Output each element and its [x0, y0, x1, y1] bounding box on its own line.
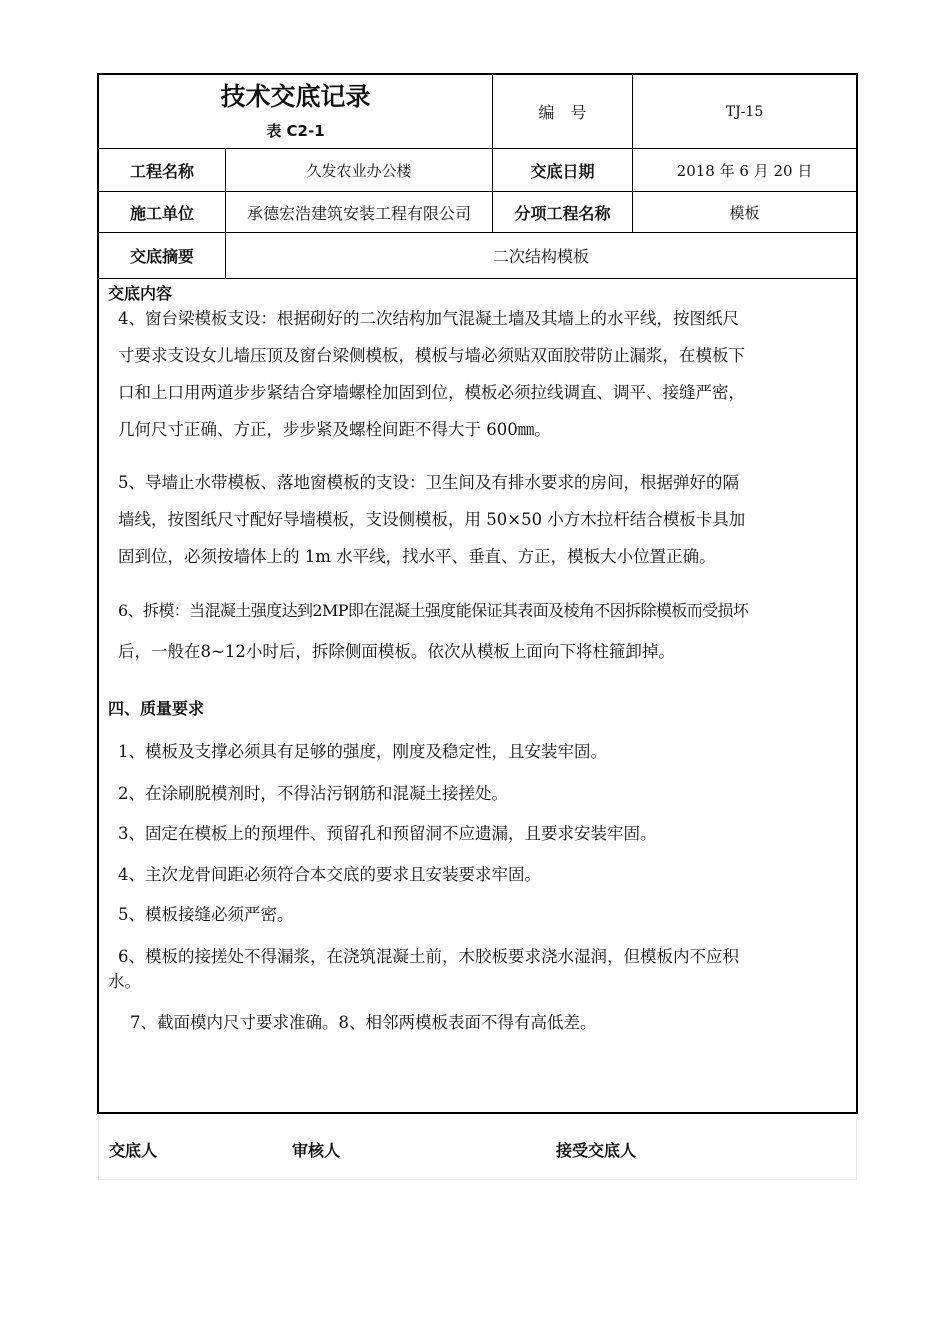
content-line: 6、拆模：当混凝土强度达到2MP即在混凝土强度能保证其表面及棱角不因拆除模板而受损坏 [118, 601, 749, 620]
content-line: 5、导墙止水带模板、落地窗模板的支设：卫生间及有排水要求的房间，根据弹好的隔 [118, 473, 739, 492]
contractor-label: 施工单位 [129, 203, 194, 223]
quality-item: 6、模板的接搓处不得漏浆，在浇筑混凝土前，木胶板要求浇水湿润，但模板内不应积 [118, 947, 739, 966]
content-line: 口和上口用两道步步紧结合穿墙螺栓加固到位，模板必须拉线调直、调平、接缝严密， [118, 383, 745, 402]
table-rule [97, 278, 858, 279]
quality-item: 3、固定在模板上的预埋件、预留孔和预留洞不应遗漏，且要求安装牢固。 [118, 824, 657, 843]
quality-item: 4、主次龙骨间距必须符合本交底的要求且安装要求牢固。 [118, 865, 541, 884]
signature-row [98, 1114, 857, 1180]
contractor-value: 承德宏浩建筑安装工程有限公司 [246, 203, 471, 223]
quality-item: 5、模板接缝必须严密。 [118, 905, 294, 924]
content-line: 后，一般在8~12小时后，拆除侧面模板。依次从模板上面向下将柱箍卸掉。 [118, 642, 675, 661]
number-label: 编 号 [538, 103, 587, 122]
project-name-label: 工程名称 [129, 161, 194, 181]
receiver-label: 接受交底人 [556, 1141, 637, 1160]
quality-item: 1、模板及支撑必须具有足够的强度，刚度及稳定性，且安装牢固。 [118, 742, 607, 761]
content-line: 几何尺寸正确、方正，步步紧及螺栓间距不得大于 600㎜。 [118, 420, 551, 439]
sub-project-label: 分项工程名称 [514, 203, 611, 223]
quality-item: 7、截面模内尺寸要求准确。8、相邻两模板表面不得有高低差。 [130, 1013, 597, 1032]
quality-item: 2、在涂刷脱模剂时，不得沾污钢筋和混凝土接搓处。 [118, 784, 508, 803]
number-value: TJ-15 [725, 103, 764, 120]
date-value: 2018 年 6 月 20 日 [676, 161, 813, 180]
content-line: 4、窗台梁模板支设：根据砌好的二次结构加气混凝土墙及其墙上的水平线，按图纸尺 [118, 309, 739, 328]
summary-value: 二次结构模板 [492, 247, 589, 266]
content-line: 墙线，按图纸尺寸配好导墙模板，支设侧模板，用 50×50 小方木拉杆结合模板卡具加 [118, 510, 746, 529]
content-line: 寸要求支设女儿墙压顶及窗台梁侧模板，模板与墙必须贴双面胶带防止漏浆，在模板下 [118, 346, 745, 365]
sub-project-value: 模板 [729, 203, 760, 222]
date-label: 交底日期 [530, 161, 595, 181]
content-line: 固到位，必须按墙体上的 1m 水平线，找水平、垂直、方正，模板大小位置正确。 [118, 547, 716, 566]
summary-label: 交底摘要 [129, 247, 194, 266]
content-heading: 交底内容 [108, 284, 173, 303]
discloser-label: 交底人 [109, 1141, 158, 1160]
reviewer-label: 审核人 [292, 1141, 341, 1160]
quality-item: 水。 [108, 972, 141, 991]
project-name-value: 久发农业办公楼 [306, 161, 412, 180]
quality-heading: 四、质量要求 [108, 699, 205, 718]
document-title: 技术交底记录 [220, 82, 371, 111]
form-number: 表 C2-1 [266, 121, 325, 140]
